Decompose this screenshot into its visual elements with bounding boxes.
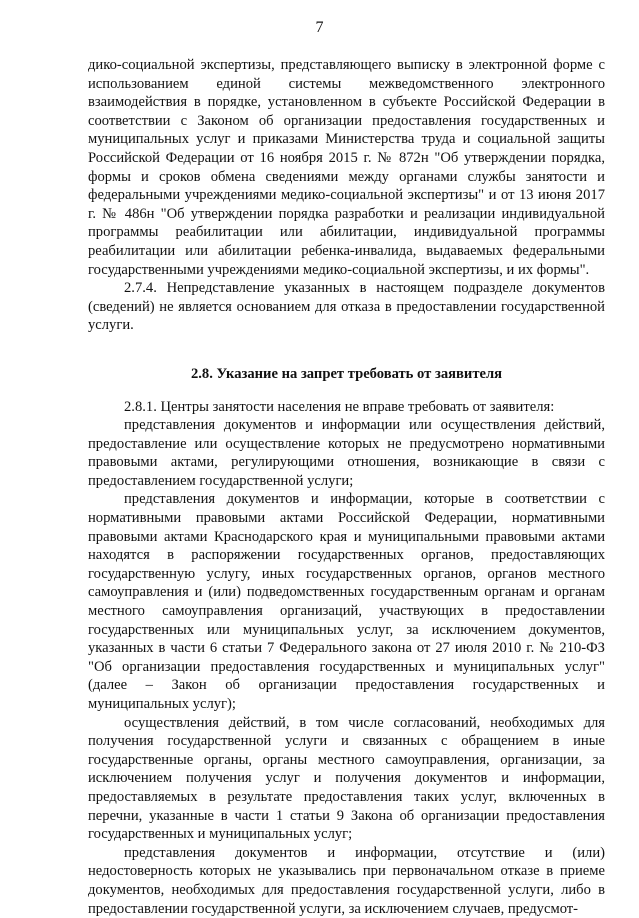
page-number: 7 bbox=[315, 19, 324, 36]
paragraph: 2.7.4. Непредставление указанных в настоящем подразделе документов (сведений) не является основанием для отказа в предоставлении государственной услуги. bbox=[88, 280, 605, 334]
paragraph: представления документов и информации или осуществления действий, предоставление или осуществление которых не предусмотрено нормативными правовыми актами, регулирующими отношения, возникающие в связи с предоставлением государственной услуги; bbox=[88, 417, 605, 489]
paragraph: 2.8.1. Центры занятости населения не вправе требовать от заявителя: bbox=[124, 398, 555, 415]
section-heading: 2.8. Указание на запрет требовать от заявителя bbox=[190, 365, 503, 382]
document-body bbox=[88, 56, 605, 918]
paragraph: представления документов и информации, отсутствие и (или) недостоверность которых не указывались при первоначальном отказе в приеме документов, необходимых для предоставления государственной услуги, либо в предоставлении государственной услуги, за исключением случаев, предусмот- bbox=[88, 844, 605, 917]
paragraph: дико-социальной экспертизы, представляющего выписку в электронной форме с использованием единой системы межведомственного электронного взаимодействия в порядке, установленном в субъекте Российской Федерации в соответствии с Законом об организации предоставления государственных и муниципальных услуг и приказами Министерства труда и социальной защиты Российской Федерации от 16 ноября 2015 г. № 872н "Об утверждении порядка, формы и сроков обмена сведениями между органами службы занятости и федеральными учреждениями медико-социальной экспертизы" и от 13 июня 2017 г. № 486н "Об утверждении порядка разработки и реализации индивидуальной программы реабилитации или абилитации, индивидуальной программы реабилитации или абилитации ребенка-инвалида, выдаваемых федеральными государственными учреждениями медико-социальной экспертизы, и их формы". bbox=[88, 57, 605, 278]
paragraph: представления документов и информации, которые в соответствии с нормативными правовыми актами Российской Федерации, нормативными правовыми актами Краснодарского края и муниципальными правовыми актами находятся в распоряжении государственных органов, предоставляющих государственную услугу, иных государственных органов, органов местного самоуправления и (или) подведомственных государственным органам и органам местного самоуправления организаций, участвующих в предоставлении государственных или муниципальных услуг, за исключением документов, указанных в части 6 статьи 7 Федерального закона от 27 июля 2010 г. № 210-ФЗ "Об организации предоставления государственных и муниципальных услуг" (далее – Закон об организации предоставления государственных и муниципальных услуг); bbox=[88, 491, 605, 712]
paragraph: осуществления действий, в том числе согласований, необходимых для получения государственной услуги и связанных с обращением в иные государственные органы, органы местного самоуправления, организации, за исключением получения услуг и получения документов и информации, предоставляемых в результате предоставления таких услуг, включенных в перечни, указанные в части 1 статьи 9 Закона об организации предоставления государственных и муниципальных услуг; bbox=[88, 714, 605, 843]
